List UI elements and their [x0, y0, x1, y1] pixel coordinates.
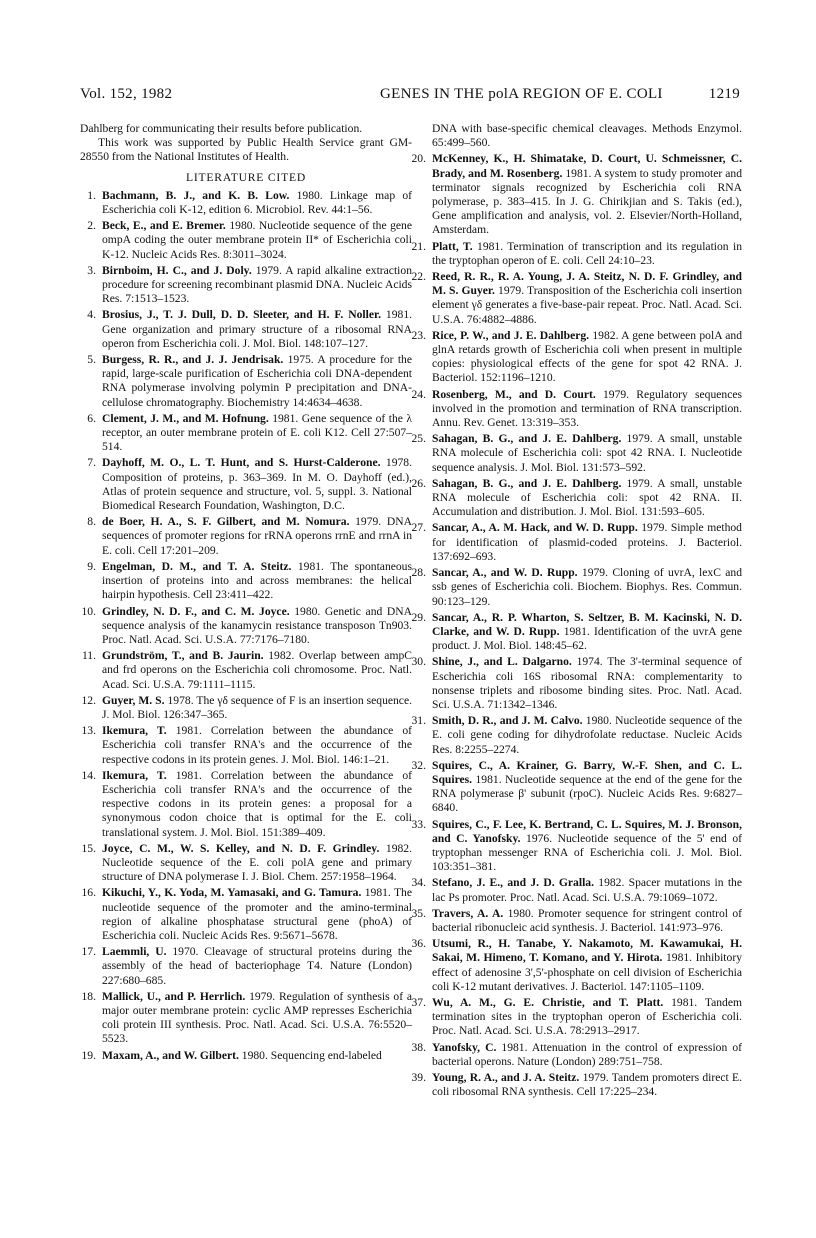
- reference-authors: Sahagan, B. G., and J. E. Dahlberg.: [432, 476, 622, 490]
- reference-item: [80, 308, 412, 351]
- reference-details: 1979. Regulation of synthesis of a major outer membrane protein: cyclic AMP represses Escherichia coli protein III synthesis. Proc. Natl. Acad. Sci. U.S.A. 76:5520–5523.: [102, 989, 412, 1046]
- reference-details: 1980. Nucleotide sequence of the gene ompA coding the outer membrane protein II* of Escherichia coli K-12. Nucleic Acids Res. 8:3011–3024.: [102, 219, 412, 261]
- reference-item: [80, 264, 412, 307]
- reference-item: [80, 886, 412, 943]
- reference-details: 1978. The γδ sequence of F is an insertion sequence. J. Mol. Biol. 126:347–365.: [102, 693, 412, 721]
- reference-number: 14.: [81, 768, 96, 782]
- reference-authors: Utsumi, R., H. Tanabe, Y. Nakamoto, M. Kawamukai, H. Sakai, M. Himeno, T. Komano, and Y. Hirota.: [432, 937, 742, 965]
- reference-list-right: [410, 152, 742, 1099]
- reference-item: [410, 818, 742, 875]
- reference-authors: Yanofsky, C.: [432, 1040, 497, 1054]
- reference-number: 22.: [411, 270, 426, 284]
- reference-number: 13.: [81, 724, 96, 738]
- reference-authors: Smith, D. R., and J. M. Calvo.: [432, 714, 583, 728]
- reference-number: 8.: [87, 515, 96, 529]
- reference-item: [80, 412, 412, 455]
- reference-number: 35.: [411, 906, 426, 920]
- reference-authors: Kikuchi, Y., K. Yoda, M. Yamasaki, and G. Tamura.: [102, 886, 362, 900]
- reference-authors: Bachmann, B. J., and K. B. Low.: [102, 188, 290, 202]
- reference-authors: Sancar, A., and W. D. Rupp.: [432, 566, 578, 580]
- reference-number: 23.: [411, 328, 426, 342]
- reference-details: 1981. The spontaneous insertion of proteins into and across membranes: the helical hairpin hypothesis. Cell 23:411–422.: [102, 559, 412, 602]
- reference-item: [410, 759, 742, 816]
- reference-number: 32.: [411, 758, 426, 772]
- reference-number: 5.: [87, 353, 96, 367]
- reference-item: [410, 996, 742, 1039]
- reference-number: 10.: [81, 604, 96, 618]
- reference-number: 39.: [411, 1071, 426, 1084]
- reference-number: 11.: [81, 649, 96, 663]
- reference-item: [80, 769, 412, 840]
- reference-details: 1982. Overlap between ampC and frd operons on the Escherichia coli chromosome. Proc. Natl. Acad. Sci. U.S.A. 79:1111–1115.: [102, 649, 413, 691]
- reference-item: [80, 456, 412, 513]
- page-header: [80, 86, 740, 108]
- acknowledgment-line1: Dahlberg for communicating their results before publication.: [80, 122, 363, 135]
- reference-authors: Platt, T.: [432, 239, 473, 253]
- reference-number: 20.: [411, 152, 426, 166]
- reference-details: 1981. Identification of the uvrA gene product. J. Mol. Biol. 148:45–62.: [432, 624, 743, 653]
- reference-number: 15.: [81, 841, 96, 855]
- reference-item: [410, 937, 742, 994]
- reference-authors: Reed, R. R., R. A. Young, J. A. Steitz, N. D. F. Grindley, and M. S. Guyer.: [432, 270, 742, 298]
- reference-authors: Travers, A. A.: [432, 906, 504, 920]
- reference-authors: Maxam, A., and W. Gilbert.: [102, 1048, 239, 1062]
- reference-number: 18.: [81, 989, 96, 1003]
- reference-number: 7.: [87, 456, 96, 470]
- reference-authors: Rice, P. W., and J. E. Dahlberg.: [432, 328, 590, 342]
- reference-details: 1981. Gene organization and primary structure of a ribosomal RNA operon from Escherichia coli. J. Mol. Biol. 148:107–127.: [102, 308, 413, 350]
- reference-details: 1979. Transposition of the Escherichia coli insertion element γδ generates a five-base-pair repeat. Proc. Natl. Acad. Sci. U.S.A. 76:4882–4886.: [432, 284, 742, 326]
- reference-list-left: [80, 189, 412, 1063]
- reference-details: 1982. Spacer mutations in the lac Ps promoter. Proc. Natl. Acad. Sci. U.S.A. 79:1069–1072.: [432, 876, 742, 904]
- reference-item: [410, 907, 742, 935]
- reference-item: [80, 560, 412, 603]
- reference-authors: Ikemura, T.: [102, 768, 167, 782]
- reference-item: [80, 605, 412, 648]
- volume-label: Vol. 152, 1982: [80, 86, 173, 102]
- reference-details: 1981. Correlation between the abundance of Escherichia coli transfer RNA's and the occurrence of the respective codons in its protein genes: a proposal for a synonymous codon choice that is optimal for the E. coli translational system. J. Mol. Biol. 151:389–409.: [102, 768, 412, 839]
- reference-details: 1981. Nucleotide sequence at the end of the gene for the RNA polymerase β' subunit (rpoC). Nucleic Acids Res. 9:6827–6840.: [432, 772, 742, 815]
- running-title: GENES IN THE polA REGION OF E. COLI: [380, 86, 663, 102]
- reference-authors: Sahagan, B. G., and J. E. Dahlberg.: [432, 432, 622, 446]
- reference-details: 1970. Cleavage of structural proteins during the assembly of the head of bacteriophage T4. Nature (London) 227:680–685.: [102, 945, 412, 987]
- reference-item: [80, 842, 412, 885]
- reference-number: 34.: [411, 876, 426, 890]
- reference-continuation: DNA with base-specific chemical cleavages. Methods Enzymol. 65:499–560.: [432, 122, 742, 150]
- reference-authors: Grundström, T., and B. Jaurin.: [102, 649, 264, 663]
- reference-authors: Dayhoff, M. O., L. T. Hunt, and S. Hurst-Calderone.: [102, 456, 381, 470]
- reference-details: 1982. A gene between polA and glnA retards growth of Escherichia coli when present in multiple copies: physiological effects of the gene for spot 42 RNA. J. Bacteriol. 152:1196–1210.: [432, 328, 742, 385]
- reference-number: 31.: [411, 714, 426, 728]
- reference-number: 30.: [411, 655, 426, 669]
- reference-authors: Ikemura, T.: [102, 724, 167, 738]
- reference-details: 1981. A system to study promoter and terminator signals recognized by Escherichia coli RNA polymerase, p. 383–415. In J. G. Chirikjian and S. Takis (ed.), Gene amplification and analysis, vol. 2. Elsevier/North-Holland, Amsterdam.: [432, 166, 742, 237]
- right-column: [410, 122, 742, 1101]
- reference-number: 27.: [411, 521, 426, 535]
- reference-number: 26.: [411, 476, 426, 490]
- reference-item: [410, 329, 742, 386]
- reference-authors: Burgess, R. R., and J. J. Jendrisak.: [102, 353, 284, 367]
- reference-number: 2.: [87, 219, 96, 233]
- reference-authors: Sancar, A., R. P. Wharton, S. Seltzer, B. M. Kacinski, N. D. Clarke, and W. D. Rupp.: [432, 610, 742, 638]
- reference-details: 1979. Simple method for identification of plasmid-coded proteins. J. Bacteriol. 137:692–693.: [432, 521, 742, 563]
- reference-authors: Laemmli, U.: [102, 945, 167, 959]
- reference-details: 1978. Composition of proteins, p. 363–369. In M. O. Dayhoff (ed.), Atlas of protein sequence and structure, vol. 5, suppl. 3. National Biomedical Research Foundation, Washington, D.C.: [102, 456, 413, 513]
- reference-item: [410, 1041, 742, 1069]
- reference-item: [410, 521, 742, 564]
- reference-details: 1981. Termination of transcription and its regulation in the tryptophan operon of E. coli. Cell 24:10–23.: [432, 239, 742, 267]
- reference-authors: Sancar, A., A. M. Hack, and W. D. Rupp.: [432, 521, 638, 535]
- reference-item: [410, 566, 742, 609]
- reference-number: 24.: [411, 387, 426, 401]
- reference-details: 1979. A small, unstable RNA molecule of Escherichia coli: spot 42 RNA. I. Nucleotide sequence analysis. J. Mol. Biol. 131:573–592.: [432, 432, 742, 474]
- reference-details: 1979. Regulatory sequences involved in the promotion and termination of RNA transcription. Annu. Rev. Genet. 13:319–353.: [432, 387, 743, 430]
- reference-details: 1981. Tandem termination sites in the tryptophan operon of Escherichia coli. Proc. Natl. Acad. Sci. U.S.A. 78:2913–2917.: [432, 995, 742, 1038]
- reference-details: 1976. Nucleotide sequence of the 5' end of tryptophan messenger RNA of Escherichia coli. J. Mol. Biol. 103:351–381.: [432, 831, 742, 874]
- reference-details: 1974. The 3'-terminal sequence of Escherichia coli 16S ribosomal RNA: complementarity to nonsense triplets and ribosome binding sites. Proc. Natl. Acad. Sci. U.S.A. 71:1342–1346.: [432, 655, 742, 711]
- reference-item: [410, 477, 742, 520]
- reference-authors: McKenney, K., H. Shimatake, D. Court, U. Schmeissner, C. Brady, and M. Rosenberg.: [432, 152, 742, 180]
- left-column: [80, 122, 412, 1065]
- reference-number: 6.: [87, 411, 96, 425]
- reference-number: 38.: [411, 1040, 426, 1054]
- reference-number: 17.: [81, 945, 96, 959]
- reference-number: 33.: [411, 817, 426, 831]
- reference-details: 1982. Nucleotide sequence of the E. coli polA gene and primary structure of DNA polymerase I. J. Biol. Chem. 257:1958–1964.: [102, 841, 412, 884]
- reference-authors: Engelman, D. M., and T. A. Steitz.: [102, 559, 292, 573]
- reference-authors: Squires, C., F. Lee, K. Bertrand, C. L. Squires, M. J. Bronson, and C. Yanofsky.: [432, 817, 742, 845]
- reference-authors: Rosenberg, M., and D. Court.: [432, 387, 596, 401]
- reference-item: [80, 649, 412, 692]
- reference-details: 1981. Correlation between the abundance of Escherichia coli transfer RNA's and the occurrence of the respective codons in its protein genes. J. Mol. Biol. 146:1–21.: [102, 724, 412, 766]
- reference-number: 1.: [87, 188, 96, 202]
- reference-number: 19.: [81, 1048, 96, 1062]
- reference-details: 1979. DNA sequences of promoter regions for rRNA operons rrnE and rrnA in E. coli. Cell 17:201–209.: [102, 515, 412, 557]
- reference-item: [80, 945, 412, 988]
- reference-details: 1979. Tandem promoters direct E. coli ribosomal RNA synthesis. Cell 17:225–234.: [432, 1071, 742, 1099]
- reference-number: 29.: [411, 610, 426, 624]
- reference-item: [80, 694, 412, 722]
- reference-authors: Stefano, J. E., and J. D. Gralla.: [432, 876, 594, 890]
- reference-details: 1980. Genetic and DNA sequence analysis of the kanamycin resistance transposon Tn903. Proc. Natl. Acad. Sci. U.S.A. 77:7176–7180.: [102, 604, 413, 646]
- reference-authors: Young, R. A., and J. A. Steitz.: [432, 1071, 580, 1084]
- reference-details: 1981. Inhibitory effect of adenosine 3',5'-phosphate on cell division of Escherichia coli K-12 mutant derivatives. J. Bacteriol. 147:1105–1109.: [432, 951, 742, 993]
- reference-details: 1979. A small, unstable RNA molecule of Escherichia coli: spot 42 RNA. II. Accumulation and distribution. J. Mol. Biol. 131:593–605.: [432, 476, 742, 519]
- reference-number: 4.: [87, 308, 96, 322]
- reference-item: [410, 1071, 742, 1099]
- reference-item: [410, 611, 742, 654]
- reference-authors: de Boer, H. A., S. F. Gilbert, and M. Nomura.: [102, 515, 350, 529]
- reference-item: [80, 1049, 412, 1063]
- reference-item: [410, 714, 742, 757]
- reference-item: [410, 432, 742, 475]
- reference-number: 36.: [411, 937, 426, 951]
- reference-authors: Grindley, N. D. F., and C. M. Joyce.: [102, 604, 290, 618]
- reference-authors: Guyer, M. S.: [102, 693, 165, 707]
- page-number: 1219: [708, 86, 740, 102]
- reference-details: 1980. Nucleotide sequence of the E. coli gene coding for dihydrofolate reductase. Nucleic Acids Res. 8:2255–2274.: [432, 714, 742, 756]
- reference-item: [80, 724, 412, 767]
- reference-number: 3.: [87, 263, 96, 277]
- reference-authors: Joyce, C. M., W. S. Kelley, and N. D. F. Grindley.: [102, 841, 380, 855]
- reference-details: 1981. Gene sequence of the λ receptor, an outer membrane protein of E. coli K12. Cell 27:507–514.: [102, 411, 412, 454]
- reference-authors: Shine, J., and L. Dalgarno.: [432, 655, 572, 669]
- reference-details: 1981. The nucleotide sequence of the promoter and the amino-terminal region of alkaline phosphatase structural gene (phoA) of Escherichia coli. Nucleic Acids Res. 9:5671–5678.: [102, 886, 412, 942]
- reference-number: 9.: [87, 559, 96, 573]
- reference-number: 25.: [411, 432, 426, 446]
- section-title: LITERATURE CITED: [185, 170, 307, 184]
- reference-number: 16.: [81, 886, 96, 900]
- reference-details: 1980. Sequencing end-labeled: [238, 1048, 382, 1062]
- reference-number: 12.: [81, 693, 96, 707]
- reference-authors: Squires, C., A. Krainer, G. Barry, W.-F. Shen, and C. L. Squires.: [432, 758, 742, 786]
- reference-item: [80, 219, 412, 262]
- reference-details: 1980. Linkage map of Escherichia coli K-12, edition 6. Microbiol. Rev. 44:1–56.: [102, 188, 412, 217]
- reference-authors: Wu, A. M., G. E. Christie, and T. Platt.: [432, 995, 664, 1009]
- reference-item: [410, 388, 742, 431]
- reference-authors: Clement, J. M., and M. Hofnung.: [102, 411, 269, 425]
- reference-item: [410, 655, 742, 712]
- reference-item: [80, 189, 412, 217]
- reference-item: [80, 515, 412, 558]
- reference-item: [80, 990, 412, 1047]
- reference-number: 28.: [411, 566, 426, 580]
- reference-details: 1979. A rapid alkaline extraction procedure for screening recombinant plasmid DNA. Nucleic Acids Res. 7:1513–1523.: [102, 263, 412, 306]
- reference-details: 1980. Promoter sequence for stringent control of bacterial ribonucleic acid synthesis. J. Bacteriol. 141:973–976.: [432, 906, 742, 934]
- reference-details: 1979. Cloning of uvrA, lexC and ssb genes of Escherichia coli. Biochem. Biophys. Res. Commun. 90:123–129.: [432, 566, 743, 608]
- reference-item: [410, 152, 742, 237]
- acknowledgment-line2: This work was supported by Public Health Service grant GM-28550 from the National Institutes of Health.: [80, 136, 412, 164]
- reference-details: 1975. A procedure for the rapid, large-scale purification of Escherichia coli DNA-dependent RNA polymerase involving polymin P precipitation and DNA-cellulose chromatography. Biochemistry 14:4634–4638.: [102, 353, 412, 409]
- reference-authors: Beck, E., and E. Bremer.: [102, 219, 226, 233]
- reference-number: 21.: [411, 239, 426, 253]
- reference-item: [410, 876, 742, 904]
- reference-number: 37.: [411, 995, 426, 1009]
- reference-authors: Brosius, J., T. J. Dull, D. D. Sleeter, and H. F. Noller.: [102, 308, 381, 322]
- reference-item: [410, 270, 742, 327]
- reference-item: [410, 240, 742, 268]
- reference-details: 1981. Attenuation in the control of expression of bacterial operons. Nature (London) 289:751–758.: [432, 1040, 742, 1068]
- reference-authors: Birnboim, H. C., and J. Doly.: [102, 263, 252, 277]
- reference-item: [80, 353, 412, 410]
- reference-authors: Mallick, U., and P. Herrlich.: [102, 989, 246, 1003]
